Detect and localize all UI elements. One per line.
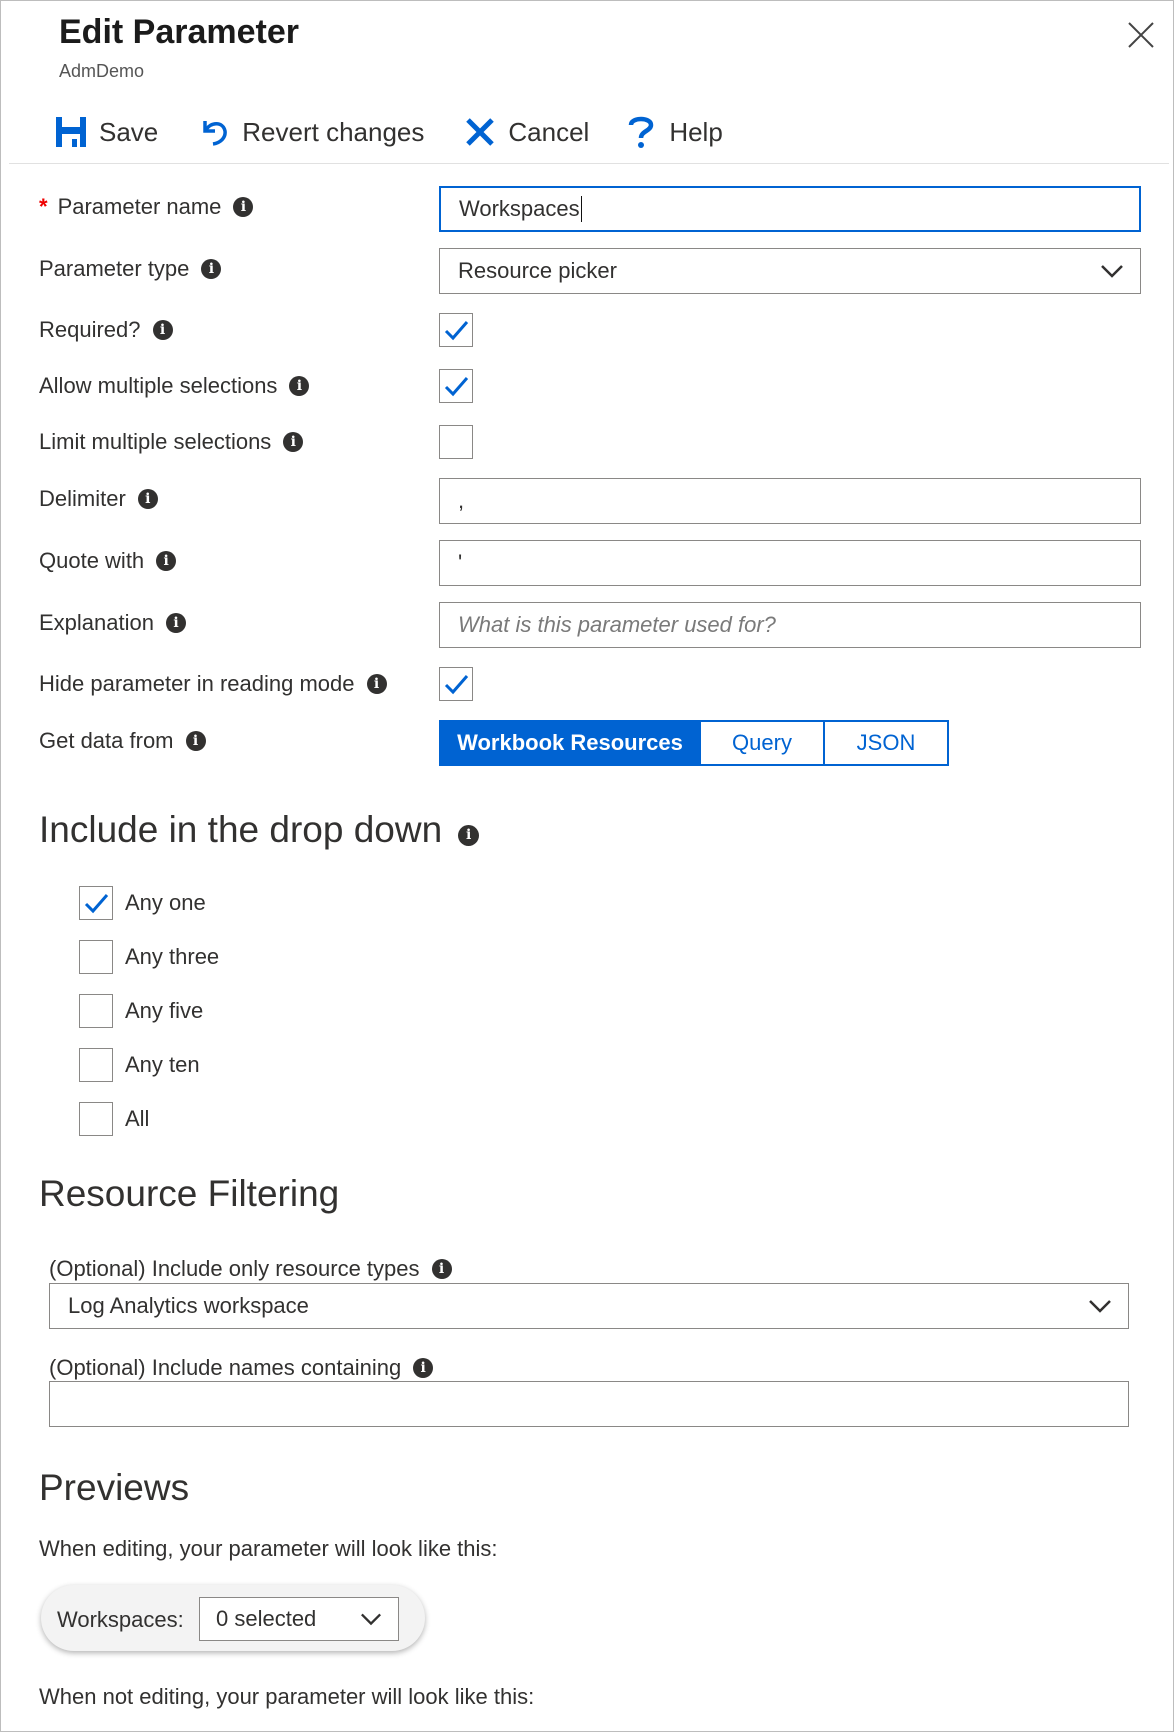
names-containing-label-row: (Optional) Include names containing i bbox=[49, 1355, 433, 1381]
get-data-from-label: Get data from bbox=[39, 728, 174, 753]
delimiter-input[interactable]: , bbox=[439, 478, 1141, 524]
segment-json[interactable]: JSON bbox=[823, 722, 947, 764]
required-row bbox=[39, 309, 1139, 355]
limit-multiple-checkbox[interactable] bbox=[439, 425, 473, 459]
allow-multiple-checkbox[interactable] bbox=[439, 369, 473, 403]
checkmark-icon bbox=[440, 370, 472, 402]
info-icon[interactable]: i bbox=[367, 674, 387, 694]
explanation-row bbox=[39, 602, 1139, 648]
explanation-input[interactable]: What is this parameter used for? bbox=[439, 602, 1141, 648]
cancel-button[interactable] bbox=[462, 114, 589, 150]
chevron-down-icon bbox=[1100, 261, 1124, 281]
parameter-name-input[interactable]: Workspaces bbox=[439, 186, 1141, 232]
segment-workbook-resources[interactable]: Workbook Resources bbox=[441, 722, 699, 764]
cancel-x-icon bbox=[462, 114, 498, 150]
checkbox[interactable] bbox=[79, 886, 113, 920]
resource-filtering-heading: Resource Filtering bbox=[39, 1173, 340, 1214]
quote-with-input[interactable]: ' bbox=[439, 540, 1141, 586]
info-icon[interactable]: i bbox=[186, 731, 206, 751]
parameter-type-row bbox=[39, 248, 1139, 294]
checkbox[interactable] bbox=[79, 940, 113, 974]
toolbar-divider bbox=[9, 163, 1169, 164]
parameter-type-select[interactable]: Resource picker bbox=[439, 248, 1141, 294]
resource-types-label-row: (Optional) Include only resource types i bbox=[49, 1256, 452, 1282]
limit-multiple-label: Limit multiple selections bbox=[39, 429, 272, 454]
chevron-down-icon bbox=[360, 1609, 382, 1629]
info-icon[interactable]: i bbox=[432, 1259, 452, 1279]
help-button[interactable] bbox=[627, 114, 722, 150]
info-icon[interactable]: i bbox=[283, 432, 303, 452]
quote-with-label: Quote with bbox=[39, 548, 145, 573]
names-containing-input[interactable] bbox=[49, 1381, 1129, 1427]
parameter-type-label: Parameter type bbox=[39, 256, 190, 281]
option-any-ten[interactable]: Any ten bbox=[79, 1047, 200, 1083]
explanation-label: Explanation bbox=[39, 610, 154, 635]
question-mark-icon bbox=[627, 114, 655, 150]
checkbox[interactable] bbox=[79, 1048, 113, 1082]
toolbar bbox=[53, 107, 761, 157]
parameter-preview bbox=[41, 1585, 425, 1651]
help-label: Help bbox=[669, 116, 723, 147]
revert-label: Revert changes bbox=[242, 116, 425, 147]
required-checkbox[interactable] bbox=[439, 313, 473, 347]
option-any-five[interactable]: Any five bbox=[79, 993, 203, 1029]
include-dropdown-heading: Include in the drop down i bbox=[39, 809, 479, 851]
text-cursor bbox=[581, 196, 582, 222]
segment-query[interactable]: Query bbox=[699, 722, 823, 764]
hide-reading-mode-checkbox[interactable] bbox=[439, 667, 473, 701]
info-icon[interactable]: i bbox=[166, 613, 186, 633]
required-label: Required? bbox=[39, 317, 141, 342]
previews-heading: Previews bbox=[39, 1467, 190, 1508]
checkbox[interactable] bbox=[79, 1102, 113, 1136]
hide-reading-mode-row bbox=[39, 663, 1139, 709]
option-any-one[interactable]: Any one bbox=[79, 885, 206, 921]
close-icon bbox=[1121, 15, 1161, 55]
panel-subtitle: AdmDemo bbox=[59, 61, 145, 81]
hide-reading-mode-label: Hide parameter in reading mode bbox=[39, 671, 355, 696]
not-editing-preview-text: When not editing, your parameter will look like this: bbox=[39, 1684, 535, 1709]
option-any-three[interactable]: Any three bbox=[79, 939, 219, 975]
chevron-down-icon bbox=[1088, 1296, 1112, 1316]
info-icon[interactable]: i bbox=[233, 197, 253, 217]
resource-types-select[interactable]: Log Analytics workspace bbox=[49, 1283, 1129, 1329]
get-data-from-row bbox=[39, 720, 1139, 766]
editing-preview-text: When editing, your parameter will look like this: bbox=[39, 1536, 498, 1561]
delimiter-label: Delimiter bbox=[39, 486, 126, 511]
info-icon[interactable]: i bbox=[289, 376, 309, 396]
delimiter-row bbox=[39, 478, 1139, 524]
preview-label: Workspaces: bbox=[57, 1607, 184, 1632]
close-button[interactable] bbox=[1121, 15, 1161, 55]
quote-with-row bbox=[39, 540, 1139, 586]
info-icon[interactable]: i bbox=[153, 320, 173, 340]
revert-changes-button[interactable] bbox=[196, 114, 424, 150]
limit-multiple-row bbox=[39, 421, 1139, 467]
allow-multiple-row bbox=[39, 365, 1139, 411]
save-button[interactable] bbox=[53, 114, 158, 150]
save-icon bbox=[53, 114, 89, 150]
parameter-name-row bbox=[39, 186, 1139, 232]
required-asterisk: * bbox=[39, 194, 48, 219]
checkbox[interactable] bbox=[79, 994, 113, 1028]
preview-select[interactable]: 0 selected bbox=[199, 1597, 399, 1641]
info-icon[interactable]: i bbox=[458, 825, 479, 846]
checkmark-icon bbox=[440, 314, 472, 346]
cancel-label: Cancel bbox=[508, 116, 590, 147]
checkmark-icon bbox=[440, 668, 472, 700]
info-icon[interactable]: i bbox=[413, 1358, 433, 1378]
option-all[interactable]: All bbox=[79, 1101, 149, 1137]
allow-multiple-label: Allow multiple selections bbox=[39, 373, 278, 398]
undo-icon bbox=[196, 114, 232, 150]
info-icon[interactable]: i bbox=[201, 259, 221, 279]
panel-title: Edit Parameter bbox=[59, 13, 299, 51]
info-icon[interactable]: i bbox=[138, 489, 158, 509]
save-label: Save bbox=[99, 116, 159, 147]
parameter-name-label: Parameter name bbox=[57, 194, 222, 219]
info-icon[interactable]: i bbox=[156, 551, 176, 571]
checkmark-icon bbox=[80, 887, 112, 919]
get-data-from-segmented bbox=[439, 720, 949, 766]
